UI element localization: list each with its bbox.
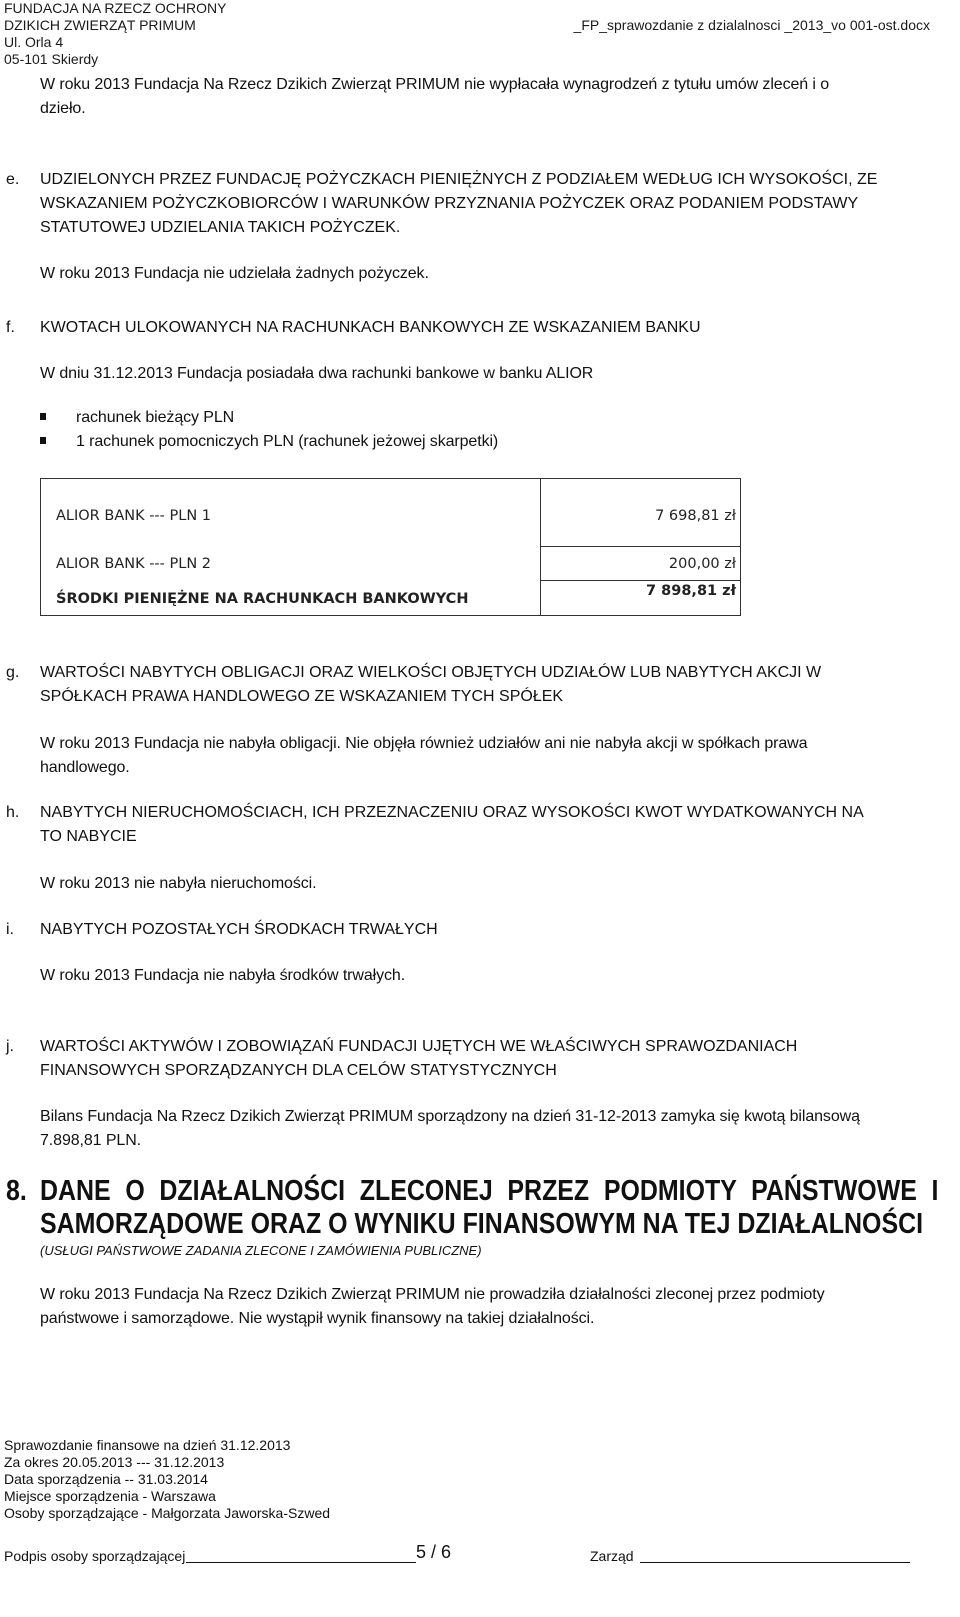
org-address-city: 05-101 Skierdy — [4, 51, 99, 67]
section-e-heading-line-1: UDZIELONYCH PRZEZ FUNDACJĘ POŻYCZKACH PIENIĘŻNYCH Z PODZIAŁEM WEDŁUG ICH WYSOKOŚCI, ZE — [40, 171, 878, 188]
org-name-line-1: FUNDACJA NA RZECZ OCHRONY — [4, 0, 227, 16]
document-filename: _FP_sprawozdanie z dzialalnosci _2013_vo 001-ost.docx — [573, 17, 930, 33]
bullet-marker — [40, 413, 46, 420]
footer-period: Za okres 20.05.2013 --- 31.12.2013 — [4, 1454, 225, 1470]
section-g-heading-line-1: WARTOŚCI NABYTYCH OBLIGACJI ORAZ WIELKOŚCI OBJĘTYCH UDZIAŁÓW LUB NABYTYCH AKCJI W — [40, 664, 822, 681]
section-e-text: W roku 2013 Fundacja nie udzielała żadnych pożyczek. — [40, 265, 429, 282]
board-signature-line — [640, 1562, 910, 1563]
section-e-heading-line-3: STATUTOWEJ UDZIELANIA TAKICH POŻYCZEK. — [40, 219, 401, 236]
table-row-label: ALIOR BANK --- PLN 2 — [56, 556, 212, 572]
section-8-subtitle: (USŁUGI PAŃSTWOWE ZADANIA ZLECONE I ZAMÓWIENIA PUBLICZNE) — [40, 1243, 482, 1258]
bullet-item-current-account: rachunek bieżący PLN — [76, 409, 235, 426]
page-number: 5 / 6 — [416, 1542, 452, 1562]
section-g-text-line-1: W roku 2013 Fundacja nie nabyła obligacji. Nie objęła również udziałów ani nie nabyła akcji w spółkach prawa — [40, 735, 808, 752]
section-h-letter: h. — [6, 804, 20, 821]
bullet-marker — [40, 437, 46, 444]
section-i-text: W roku 2013 Fundacja nie nabyła środków trwałych. — [40, 967, 406, 984]
section-8-number: 8. — [6, 1175, 27, 1207]
footer-preparers: Osoby sporządzające - Małgorzata Jaworska-Szwed — [4, 1505, 331, 1521]
section-f-text: W dniu 31.12.2013 Fundacja posiadała dwa rachunki bankowe w banku ALIOR — [40, 365, 594, 382]
table-row-value: 200,00 zł — [668, 556, 736, 572]
section-8-heading-line-1: DANE O DZIAŁALNOŚCI ZLECONEJ PRZEZ PODMIOTY PAŃSTWOWE I — [40, 1175, 939, 1207]
section-g-letter: g. — [6, 664, 20, 681]
table-total-label: ŚRODKI PIENIĘŻNE NA RACHUNKACH BANKOWYCH — [56, 591, 469, 607]
section-e-letter: e. — [6, 171, 20, 188]
section-8-text-line-1: W roku 2013 Fundacja Na Rzecz Dzikich Zwierząt PRIMUM nie prowadziła działalności zleconej przez podmioty — [40, 1286, 825, 1303]
table-total-value: 7 898,81 zł — [646, 583, 736, 599]
section-g-heading-line-2: SPÓŁKACH PRAWA HANDLOWEGO ZE WSKAZANIEM TYCH SPÓŁEK — [40, 688, 564, 705]
footer-report-date: Sprawozdanie finansowe na dzień 31.12.2013 — [4, 1437, 291, 1453]
footer-place: Miejsce sporządzenia - Warszawa — [4, 1488, 216, 1504]
section-g-text-line-2: handlowego. — [40, 759, 130, 776]
section-e-heading-line-2: WSKAZANIEM POŻYCZKOBIORCÓW I WARUNKÓW PRZYZNANIA POŻYCZEK ORAZ PODANIEM PODSTAWY — [40, 195, 859, 212]
intro-line-1: W roku 2013 Fundacja Na Rzecz Dzikich Zwierząt PRIMUM nie wypłacała wynagrodzeń z tytułu umów zleceń i o — [40, 76, 830, 93]
section-f-letter: f. — [6, 319, 15, 336]
org-name-line-2: DZIKICH ZWIERZĄT PRIMUM — [4, 17, 196, 33]
section-j-heading-line-2: FINANSOWYCH SPORZĄDZANYCH DLA CELÓW STATYSTYCZNYCH — [40, 1062, 557, 1079]
section-i-heading: NABYTYCH POZOSTAŁYCH ŚRODKACH TRWAŁYCH — [40, 921, 438, 938]
section-j-text-line-1: Bilans Fundacja Na Rzecz Dzikich Zwierząt PRIMUM sporządzony na dzień 31-12-2013 zamyka się kwotą bilansową — [40, 1108, 860, 1125]
section-h-heading-line-1: NABYTYCH NIERUCHOMOŚCIACH, ICH PRZEZNACZENIU ORAZ WYSOKOŚCI KWOT WYDATKOWANYCH NA — [40, 804, 864, 821]
section-8-heading-line-2: SAMORZĄDOWE ORAZ O WYNIKU FINANSOWYM NA TEJ DZIAŁALNOŚCI — [40, 1208, 924, 1240]
section-j-heading-line-1: WARTOŚCI AKTYWÓW I ZOBOWIĄZAŃ FUNDACJI UJĘTYCH WE WŁAŚCIWYCH SPRAWOZDANIACH — [40, 1038, 798, 1055]
section-j-text-line-2: 7.898,81 PLN. — [40, 1132, 141, 1149]
bullet-item-auxiliary-account: 1 rachunek pomocniczych PLN (rachunek jeżowej skarpetki) — [76, 433, 499, 450]
table-row-label: ALIOR BANK --- PLN 1 — [56, 508, 212, 524]
table-row-value: 7 698,81 zł — [655, 508, 736, 524]
section-j-letter: j. — [6, 1038, 14, 1055]
intro-line-2: dzieło. — [40, 100, 86, 117]
board-label: Zarząd — [590, 1548, 634, 1564]
section-h-heading-line-2: TO NABYCIE — [40, 828, 137, 845]
section-h-text: W roku 2013 nie nabyła nieruchomości. — [40, 875, 317, 892]
signature-label: Podpis osoby sporządzającej — [4, 1548, 186, 1564]
signature-line — [186, 1562, 416, 1563]
section-8-text-line-2: państwowe i samorządowe. Nie wystąpił wynik finansowy na takiej działalności. — [40, 1310, 595, 1327]
section-i-letter: i. — [6, 921, 14, 938]
footer-prepared-date: Data sporządzenia -- 31.03.2014 — [4, 1471, 208, 1487]
org-address-street: Ul. Orla 4 — [4, 34, 64, 50]
section-f-heading: KWOTACH ULOKOWANYCH NA RACHUNKACH BANKOWYCH ZE WSKAZANIEM BANKU — [40, 319, 701, 336]
